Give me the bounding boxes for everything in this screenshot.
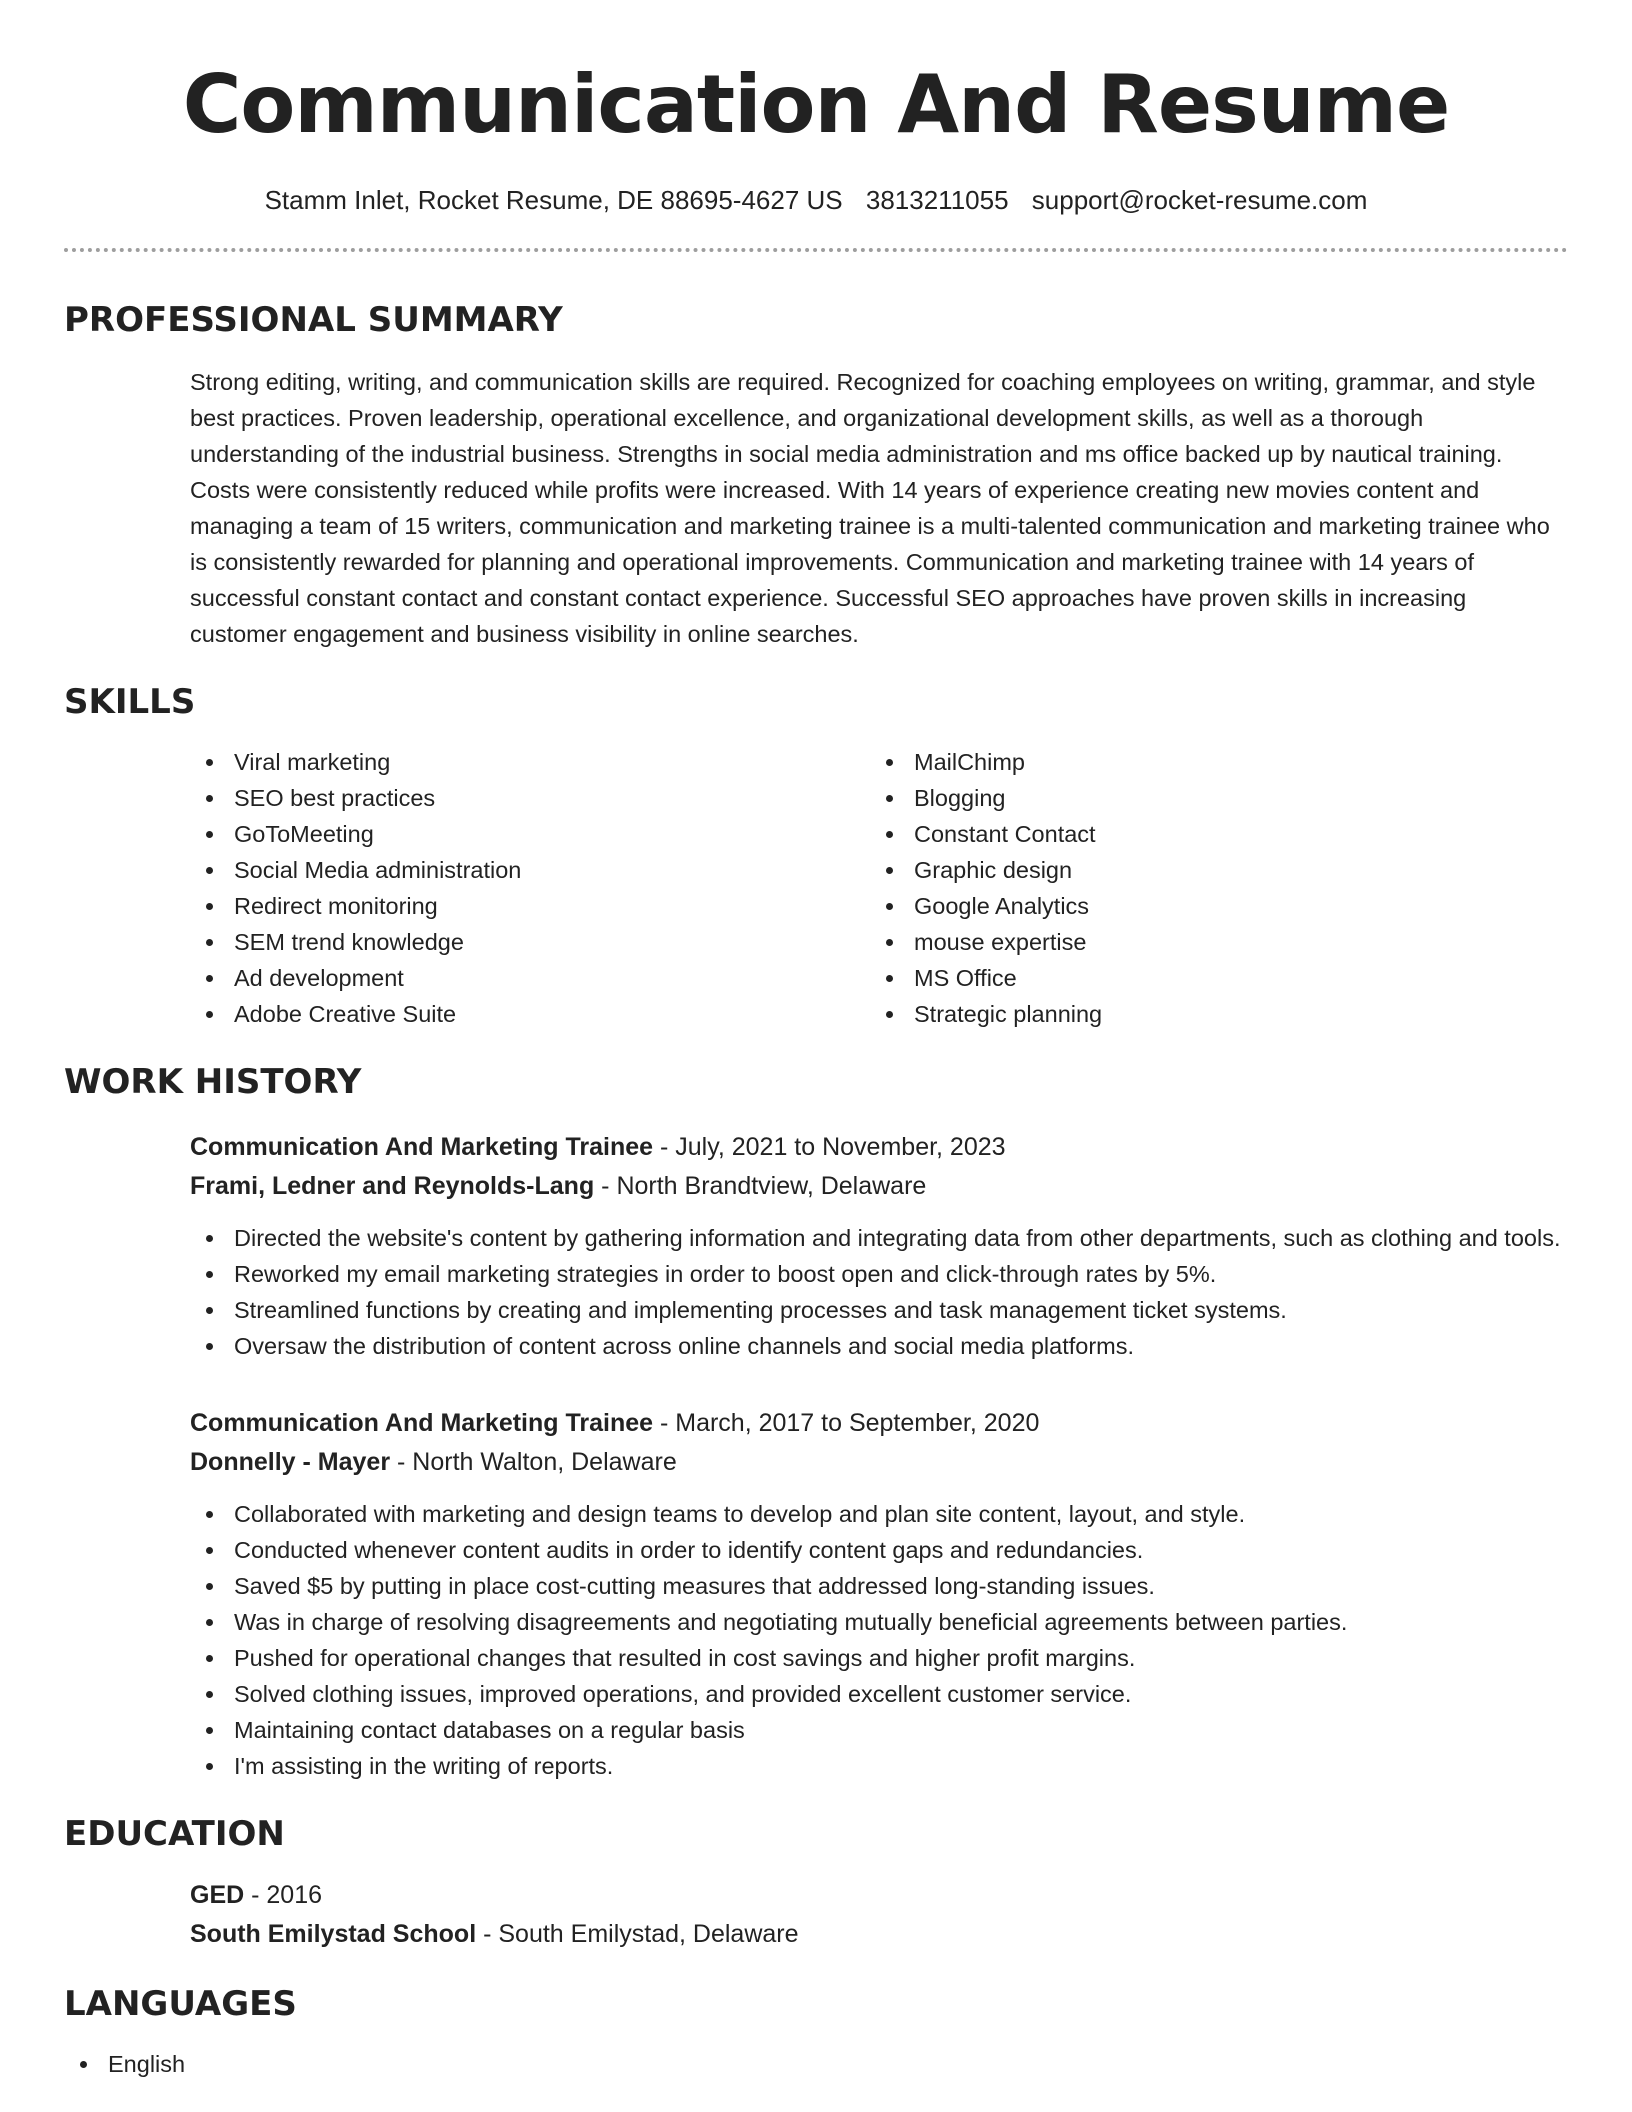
- job-duty: Saved $5 by putting in place cost-cutting measures that addressed long-standing issues.: [190, 1568, 1568, 1604]
- section-title-work: WORK HISTORY: [64, 1062, 362, 1102]
- job-duty: Maintaining contact databases on a regular basis: [190, 1712, 1568, 1748]
- skills-section: [64, 682, 1568, 1032]
- education-school-line: [190, 1915, 1568, 1954]
- section-title-summary: PROFESSIONAL SUMMARY: [64, 300, 563, 340]
- skills-list-right: [870, 744, 1550, 1032]
- job-company-line: [190, 1443, 1568, 1482]
- job-duties-list: [190, 1220, 1568, 1364]
- skill-item: Graphic design: [870, 852, 1550, 888]
- education-entry: [64, 1876, 1568, 1954]
- job-duties-list: [190, 1496, 1568, 1784]
- language-item: English: [64, 2046, 1568, 2082]
- skill-item: Constant Contact: [870, 816, 1550, 852]
- skill-item: Strategic planning: [870, 996, 1550, 1032]
- skill-item: SEM trend knowledge: [190, 924, 870, 960]
- education-location: - South Emilystad, Delaware: [476, 1920, 799, 1948]
- job-company: Donnelly - Mayer: [190, 1448, 391, 1476]
- skill-item: Ad development: [190, 960, 870, 996]
- job-duty: Solved clothing issues, improved operations, and provided excellent customer service.: [190, 1676, 1568, 1712]
- job-role: Communication And Marketing Trainee: [190, 1409, 654, 1437]
- job-location: - North Brandtview, Delaware: [594, 1172, 927, 1200]
- skill-item: Social Media administration: [190, 852, 870, 888]
- education-degree: GED: [190, 1881, 245, 1909]
- header-divider: [64, 248, 1568, 252]
- contact-address: Stamm Inlet, Rocket Resume, DE 88695-4627 US: [264, 185, 843, 215]
- job-duty: Streamlined functions by creating and implementing processes and task management ticket systems.: [190, 1292, 1568, 1328]
- job-role: Communication And Marketing Trainee: [190, 1133, 654, 1161]
- skill-item: GoToMeeting: [190, 816, 870, 852]
- languages-list: [64, 2046, 1568, 2082]
- skill-item: Adobe Creative Suite: [190, 996, 870, 1032]
- skill-item: Viral marketing: [190, 744, 870, 780]
- job-dates: - March, 2017 to September, 2020: [653, 1409, 1040, 1437]
- job-company: Frami, Ledner and Reynolds-Lang: [190, 1172, 595, 1200]
- job-duty: Was in charge of resolving disagreements and negotiating mutually beneficial agreements between parties.: [190, 1604, 1568, 1640]
- section-title-education: EDUCATION: [64, 1814, 285, 1854]
- contact-phone: 3813211055: [865, 185, 1009, 215]
- job-duty: Oversaw the distribution of content across online channels and social media platforms.: [190, 1328, 1568, 1364]
- summary-text: Strong editing, writing, and communication skills are required. Recognized for coaching employees on writing, grammar, and style best practices. Proven leadership, operational excellence, and organizational development skills, as well as a thorough understanding of the industrial business. Strengths in social media administration and ms office backed up by nautical training. Costs were consistently reduced while profits were increased. With 14 years of experience creating new movies content and managing a team of 15 writers, communication and marketing trainee is a multi-talented communication and marketing trainee who is consistently rewarded for planning and operational improvements. Communication and marketing trainee with 14 years of successful constant contact and constant contact experience. Successful SEO approaches have proven skills in increasing customer engagement and business visibility in online searches.: [190, 369, 1550, 647]
- resume-header: [64, 0, 1568, 216]
- job-company-line: [190, 1167, 1568, 1206]
- skill-item: Blogging: [870, 780, 1550, 816]
- contact-email: support@rocket-resume.com: [1031, 185, 1368, 215]
- contact-line: [64, 184, 1568, 216]
- skill-item: Google Analytics: [870, 888, 1550, 924]
- job-duty: I'm assisting in the writing of reports.: [190, 1748, 1568, 1784]
- skills-list-left: [190, 744, 870, 1032]
- job-title-line: [190, 1404, 1568, 1443]
- skill-item: Redirect monitoring: [190, 888, 870, 924]
- work-history-section: [64, 1062, 1568, 1784]
- section-title-languages: LANGUAGES: [64, 1984, 297, 2024]
- job-entry: [64, 1404, 1568, 1784]
- education-degree-line: [190, 1876, 1568, 1915]
- languages-section: [64, 1984, 1568, 2082]
- skill-item: MS Office: [870, 960, 1550, 996]
- skills-grid: [64, 744, 1568, 1032]
- education-school: South Emilystad School: [190, 1920, 477, 1948]
- job-entry: [64, 1128, 1568, 1364]
- job-location: - North Walton, Delaware: [390, 1448, 677, 1476]
- education-section: [64, 1814, 1568, 1954]
- job-duty: Conducted whenever content audits in order to identify content gaps and redundancies.: [190, 1532, 1568, 1568]
- professional-summary-section: [64, 300, 1568, 652]
- skill-item: MailChimp: [870, 744, 1550, 780]
- job-duty: Reworked my email marketing strategies in order to boost open and click-through rates by 5%.: [190, 1256, 1568, 1292]
- job-title-line: [190, 1128, 1568, 1167]
- section-title-skills: SKILLS: [64, 682, 196, 722]
- skill-item: mouse expertise: [870, 924, 1550, 960]
- job-duty: Collaborated with marketing and design teams to develop and plan site content, layout, and style.: [190, 1496, 1568, 1532]
- candidate-name: Communication And Resume: [182, 58, 1450, 151]
- job-duty: Pushed for operational changes that resulted in cost savings and higher profit margins.: [190, 1640, 1568, 1676]
- job-dates: - July, 2021 to November, 2023: [653, 1133, 1006, 1161]
- skill-item: SEO best practices: [190, 780, 870, 816]
- education-year: - 2016: [244, 1881, 323, 1909]
- job-duty: Directed the website's content by gathering information and integrating data from other departments, such as clothing and tools.: [190, 1220, 1568, 1256]
